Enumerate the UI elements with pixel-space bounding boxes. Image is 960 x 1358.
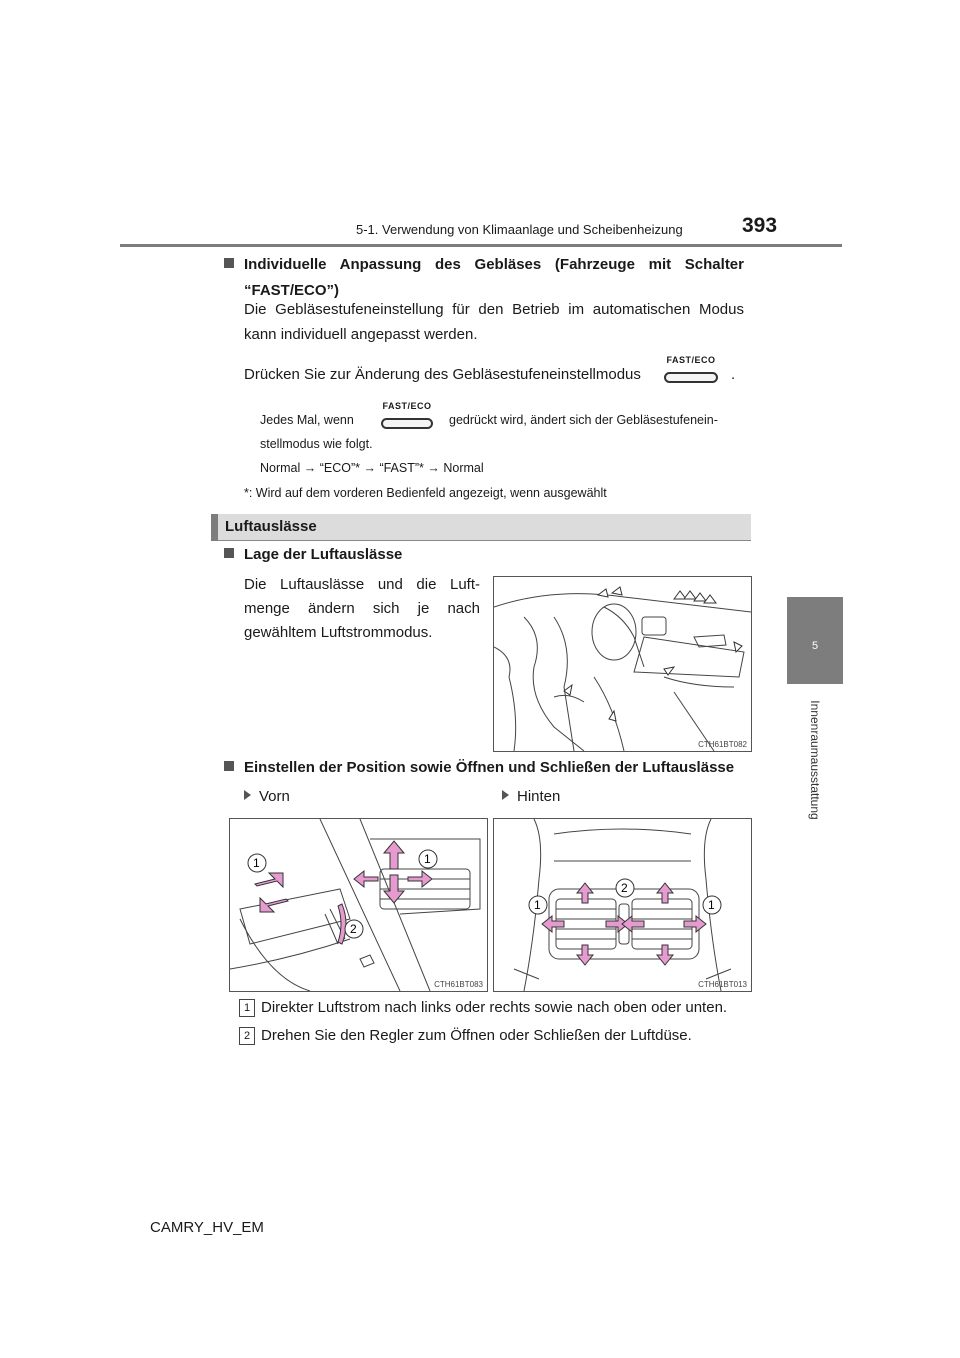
section2-para-line3: gewähltem Luftstrommodus. <box>244 624 433 641</box>
rear-figure-code: CTH61BT013 <box>698 980 747 989</box>
section1-heading-line1: Individuelle Anpassung des Gebläses (Fahrzeuge mit Schalter <box>224 252 744 278</box>
section2-para-line2: menge ändern sich je nach <box>244 600 480 617</box>
header-title: 5-1. Verwendung von Klimaanlage und Scheibenheizung <box>356 222 683 237</box>
rear-vent-figure <box>493 818 752 992</box>
section1-para-line2: kann individuell angepasst werden. <box>244 326 478 343</box>
square-bullet-icon <box>224 761 234 771</box>
item-number-box: 1 <box>239 999 255 1017</box>
square-bullet-icon <box>224 258 234 268</box>
section-bar-title: Luftauslässe <box>225 518 317 535</box>
footer-model: CAMRY_HV_EM <box>150 1219 264 1236</box>
page-number: 393 <box>742 214 778 237</box>
square-bullet-icon <box>224 548 234 558</box>
callout-1-left: 1 <box>534 898 541 912</box>
callout-2-rear: 2 <box>621 881 628 895</box>
car-interior-illustration <box>494 577 751 751</box>
triangle-bullet-icon <box>244 790 251 800</box>
triangle-bullet-icon <box>502 790 509 800</box>
chapter-label-text: Innenraumausstattung <box>808 700 822 820</box>
section1-heading-line2: “FAST/ECO”) <box>244 282 340 299</box>
rear-label: Hinten <box>502 784 560 810</box>
footnote: *: Wird auf dem vorderen Bedienfeld angezeigt, wenn ausgewählt <box>244 486 607 500</box>
fast-eco-button-icon-small: FAST/ECO <box>381 401 433 429</box>
section1-note-part2: gedrückt wird, ändert sich der Gebläsestufenein- <box>449 413 718 427</box>
callout-2: 2 <box>350 922 357 936</box>
callout-1-b: 1 <box>424 852 431 866</box>
item-2-text: Drehen Sie den Regler zum Öffnen oder Schließen der Luftdüse. <box>261 1027 692 1044</box>
section1-para-line1: Die Gebläsestufeneinstellung für den Betrieb im automatischen Modus <box>244 301 744 318</box>
front-vent-illustration <box>230 819 487 991</box>
front-vent-figure <box>229 818 488 992</box>
section2-heading: Lage der Luftauslässe <box>224 542 402 568</box>
section1-note-part1: Jedes Mal, wenn <box>260 413 354 427</box>
header-divider <box>120 244 842 247</box>
figure-code: CTH61BT082 <box>698 740 747 749</box>
section2-para-line1: Die Luftauslässe und die Luft- <box>244 576 480 593</box>
section1-instruction-end: . <box>731 366 736 383</box>
callout-1-right: 1 <box>708 898 715 912</box>
item-1-text: Direkter Luftstrom nach links oder rechts sowie nach oben oder unten. <box>261 999 728 1016</box>
chapter-number: 5 <box>811 640 819 652</box>
section3-heading: Einstellen der Position sowie Öffnen und Schließen der Luftauslässe <box>224 755 734 781</box>
section1-note-line2: stellmodus wie folgt. <box>260 437 373 451</box>
front-label: Vorn <box>244 784 290 810</box>
front-figure-code: CTH61BT083 <box>434 980 483 989</box>
item-number-box: 2 <box>239 1027 255 1045</box>
section1-instruction: Drücken Sie zur Änderung des Gebläsestufeneinstellmodus <box>244 366 641 383</box>
air-outlet-location-figure <box>493 576 752 752</box>
section-bar <box>211 514 751 541</box>
mode-sequence: Normal → “ECO”* → “FAST”* → Normal <box>260 461 484 475</box>
fast-eco-button-icon: FAST/ECO <box>664 355 718 383</box>
chapter-label <box>760 690 870 830</box>
callout-1: 1 <box>253 856 260 870</box>
rear-vent-illustration <box>494 819 751 991</box>
